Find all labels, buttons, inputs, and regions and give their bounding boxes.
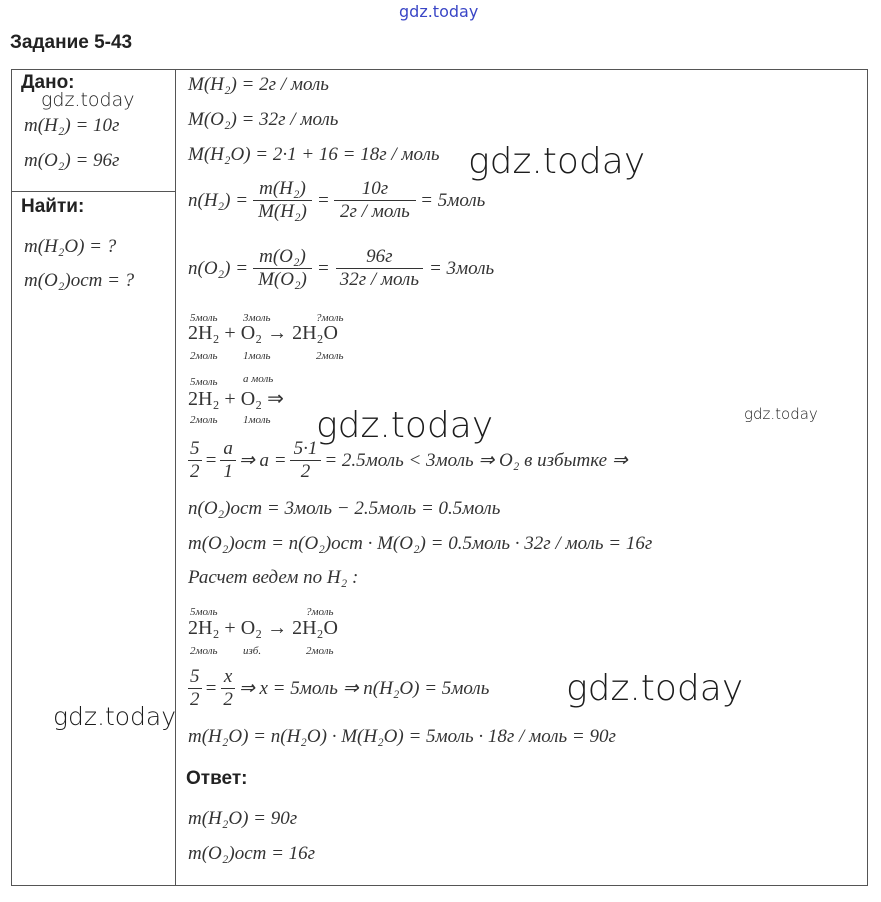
reaction2-above-1: 5моль bbox=[190, 376, 218, 388]
ratio-equation-2: $\frac{5}{2}$ = $\frac{x}{2}$ ⇒ x = 5моль ⇒ n(H₂O) = 5моль bbox=[190, 666, 490, 710]
fraction: $\frac{5}{2}$ bbox=[190, 438, 200, 482]
reaction2-above-2: a моль bbox=[243, 373, 274, 385]
watermark-lower-left: gdz.today bbox=[53, 702, 177, 731]
reaction1-above-3: ?моль bbox=[316, 312, 344, 324]
find-line-1: m(H₂O) = ? bbox=[24, 236, 117, 257]
column-divider bbox=[175, 69, 176, 886]
fraction: $\frac{96г}{\text{32г / моль}}$ bbox=[334, 246, 425, 291]
reaction2-below-1: 2моль bbox=[190, 414, 218, 426]
find-line-2: m(O₂)ост = ? bbox=[24, 270, 135, 291]
reaction1-equation: 2H₂ + O₂ → 2H₂O bbox=[188, 322, 338, 344]
watermark-right: gdz.today bbox=[744, 405, 818, 423]
reaction3-below-1: 2моль bbox=[190, 645, 218, 657]
given-line-2: m(O₂) = 96г bbox=[24, 150, 120, 171]
answer-line-2: m(O₂)ост = 16г bbox=[188, 843, 316, 864]
reaction1-below-1: 2моль bbox=[190, 350, 218, 362]
fraction: $\frac{\text{m(O₂)}}{\text{M(O₂)}}$ bbox=[252, 246, 313, 291]
watermark-top: gdz.today bbox=[399, 2, 479, 21]
reaction1-below-2: 1моль bbox=[243, 350, 271, 362]
answer-heading: Ответ: bbox=[186, 768, 248, 789]
ratio-equation-1: $\frac{5}{2}$ = $\frac{a}{1}$ ⇒ a = $\frac{5\cdot 1}{2}$ = 2.5моль < 3моль ⇒ O₂ в избытке ⇒ bbox=[190, 438, 628, 482]
reaction3-above-2: ?моль bbox=[306, 606, 334, 618]
fraction: $\frac{a}{1}$ bbox=[220, 438, 236, 483]
reaction2-below-2: 1моль bbox=[243, 414, 271, 426]
reaction1-below-3: 2моль bbox=[316, 350, 344, 362]
watermark-given: gdz.today bbox=[41, 89, 135, 111]
fraction: $\frac{\text{m(H₂)}}{\text{M(H₂)}}$ bbox=[252, 178, 313, 223]
reaction3-above-1: 5моль bbox=[190, 606, 218, 618]
watermark-center: gdz.today bbox=[316, 405, 494, 446]
amount-o2: n(O₂) = $\frac{\text{m(O₂)}}{\text{M(O₂)}}$ = $\frac{96г}{\text{32г / моль}}$ = 3моль bbox=[188, 246, 495, 290]
molar-mass-h2: M(H₂) = 2г / моль bbox=[188, 74, 329, 95]
watermark-center-top: gdz.today bbox=[468, 141, 646, 182]
find-heading: Найти: bbox=[21, 196, 85, 217]
o2-left-amount: n(O₂)ост = 3моль − 2.5моль = 0.5моль bbox=[188, 498, 501, 519]
fraction: $\frac{x}{2}$ bbox=[220, 666, 236, 711]
fraction: $\frac{5}{2}$ bbox=[190, 666, 200, 710]
amount-h2: n(H₂) = $\frac{\text{m(H₂)}}{\text{M(H₂)}}$ = $\frac{10г}{\text{2г / моль}}$ = 5моль bbox=[188, 178, 486, 222]
calculation-note: Расчет ведем по H₂ : bbox=[188, 567, 359, 588]
given-line-1: m(H₂) = 10г bbox=[24, 115, 120, 136]
molar-mass-o2: M(O₂) = 32г / моль bbox=[188, 109, 339, 130]
reaction3-equation: 2H₂ + O₂ → 2H₂O bbox=[188, 617, 338, 639]
answer-line-1: m(H₂O) = 90г bbox=[188, 808, 298, 829]
reaction1-above-2: 3моль bbox=[243, 312, 271, 324]
fraction: $\frac{5\cdot 1}{2}$ bbox=[290, 438, 322, 483]
reaction3-below-3: 2моль bbox=[306, 645, 334, 657]
given-heading: Дано: bbox=[21, 72, 75, 93]
reaction2-equation: 2H₂ + O₂ ⇒ bbox=[188, 388, 284, 410]
molar-mass-h2o: M(H₂O) = 2·1 + 16 = 18г / моль bbox=[188, 144, 440, 165]
watermark-lower-right: gdz.today bbox=[566, 668, 744, 709]
reaction3-below-2: изб. bbox=[243, 645, 262, 657]
task-title: Задание 5-43 bbox=[10, 32, 133, 53]
reaction1-above-1: 5моль bbox=[190, 312, 218, 324]
o2-left-mass: m(O₂)ост = n(O₂)ост · M(O₂) = 0.5моль · 32г / моль = 16г bbox=[188, 533, 653, 554]
fraction: $\frac{10г}{\text{2г / моль}}$ bbox=[334, 178, 416, 223]
water-mass: m(H₂O) = n(H₂O) · M(H₂O) = 5моль · 18г / моль = 90г bbox=[188, 726, 616, 747]
given-find-divider bbox=[11, 191, 175, 192]
